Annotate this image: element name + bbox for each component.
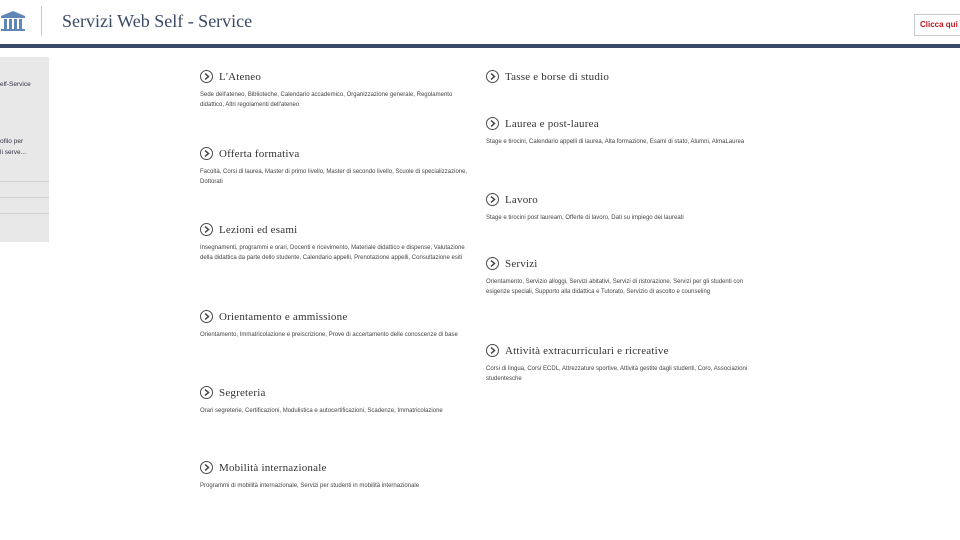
section-segreteria xyxy=(200,384,475,416)
chevron-right-circle-icon xyxy=(200,223,213,236)
sidebar-item-self-service[interactable]: elf-Service xyxy=(0,81,31,88)
section-header-mobilita-internazionale[interactable] xyxy=(200,459,475,476)
section-ateneo xyxy=(200,68,475,110)
sidebar xyxy=(0,57,49,242)
section-orientamento-e-ammissione xyxy=(200,308,475,340)
section-laurea-e-post-laurea xyxy=(486,115,761,147)
section-header-lezioni-ed-esami[interactable] xyxy=(200,221,475,238)
section-title: Orientamento e ammissione xyxy=(219,310,348,323)
sidebar-divider xyxy=(0,197,49,198)
section-header-segreteria[interactable] xyxy=(200,384,475,401)
section-mobilita-internazionale xyxy=(200,459,475,491)
chevron-right-circle-icon xyxy=(200,147,213,160)
chevron-right-circle-icon xyxy=(200,310,213,323)
chevron-right-circle-icon xyxy=(486,117,499,130)
section-title: Segreteria xyxy=(219,386,266,399)
chevron-right-circle-icon xyxy=(486,193,499,206)
chevron-right-circle-icon xyxy=(486,344,499,357)
section-title: Tasse e borse di studio xyxy=(505,70,610,83)
section-header-servizi[interactable] xyxy=(486,255,761,272)
page-title: Servizi Web Self - Service xyxy=(62,11,253,31)
section-title: L'Ateneo xyxy=(219,70,262,83)
section-title: Mobilità internazionale xyxy=(219,461,327,474)
section-header-attivita-extracurriculari[interactable] xyxy=(486,342,761,359)
chevron-right-circle-icon xyxy=(200,461,213,474)
section-description: Insegnamenti, programmi e orari, Docenti e ricevimento, Materiale didattico e dispense, Valutazione della didattica da parte dello studente, Calendario appelli, Prenotazione appelli, Consultazione esiti xyxy=(200,245,465,261)
section-header-laurea-e-post-laurea[interactable] xyxy=(486,115,761,132)
section-description: Stage e tirocini, Calendario appelli di laurea, Alta formazione, Esami di stato, Alumni, AlmaLaurea xyxy=(486,139,745,145)
logo-divider xyxy=(41,6,42,36)
section-description: Stage e tirocini post lauream, Offerte di lavoro, Dati su impiego dei laureati xyxy=(486,215,684,221)
university-building-icon[interactable] xyxy=(0,10,26,32)
section-offerta-formativa xyxy=(200,145,475,187)
section-description: Orientamento, Immatricolazione e preiscrizione, Prove di accertamento delle conoscenze di base xyxy=(200,332,458,338)
chevron-right-circle-icon xyxy=(486,70,499,83)
section-description: Orientamento, Servizio alloggi, Servizi abitativi, Servizi di ristorazione, Servizi per gli studenti con esigenze speciali, Supporto alla didattica e Tutorato, Servizio di ascolto e counseling xyxy=(486,279,744,295)
chevron-right-circle-icon xyxy=(200,70,213,83)
sidebar-item-profile-line2[interactable]: li serve... xyxy=(0,149,27,156)
sidebar-divider xyxy=(0,213,49,214)
section-title: Servizi xyxy=(505,257,538,270)
section-title: Lavoro xyxy=(505,193,538,206)
section-servizi xyxy=(486,255,761,297)
section-description: Programmi di mobilità internazionale, Servizi per studenti in mobilità internazionale xyxy=(200,483,420,489)
section-tasse-e-borse-di-studio xyxy=(486,68,761,85)
header-divider-bar xyxy=(0,44,960,48)
section-title: Offerta formativa xyxy=(219,147,300,160)
chevron-right-circle-icon xyxy=(486,257,499,270)
sidebar-divider xyxy=(0,181,49,182)
section-header-lavoro[interactable] xyxy=(486,191,761,208)
section-title: Laurea e post-laurea xyxy=(505,117,599,130)
login-button[interactable]: Clicca qui xyxy=(914,14,960,36)
section-description: Sede dell'ateneo, Biblioteche, Calendario accademico, Organizzazione generale, Regolamento didattico, Altri regolamenti dell'ateneo xyxy=(200,92,453,108)
section-lezioni-ed-esami xyxy=(200,221,475,263)
section-description: Orari segreterie, Certificazioni, Modulistica e autocertificazioni, Scadenze, Immatricolazione xyxy=(200,408,443,414)
section-lavoro xyxy=(486,191,761,223)
section-title: Lezioni ed esami xyxy=(219,223,298,236)
section-header-tasse-e-borse-di-studio[interactable] xyxy=(486,68,761,85)
section-title: Attività extracurriculari e ricreative xyxy=(505,344,669,357)
sidebar-item-profile-line1[interactable]: ofilo per xyxy=(0,138,24,145)
chevron-right-circle-icon xyxy=(200,386,213,399)
section-header-offerta-formativa[interactable] xyxy=(200,145,475,162)
section-description: Facoltà, Corsi di laurea, Master di primo livello, Master di secondo livello, Scuole di specializzazione, Dottorati xyxy=(200,169,468,185)
section-header-ateneo[interactable] xyxy=(200,68,475,85)
section-description: Corsi di lingua, Corsi ECDL, Attrezzature sportive, Attività gestite dagli studenti, Coro, Associazioni studentesche xyxy=(486,366,748,382)
section-header-orientamento-e-ammissione[interactable] xyxy=(200,308,475,325)
header xyxy=(0,0,960,44)
section-attivita-extracurriculari xyxy=(486,342,761,384)
